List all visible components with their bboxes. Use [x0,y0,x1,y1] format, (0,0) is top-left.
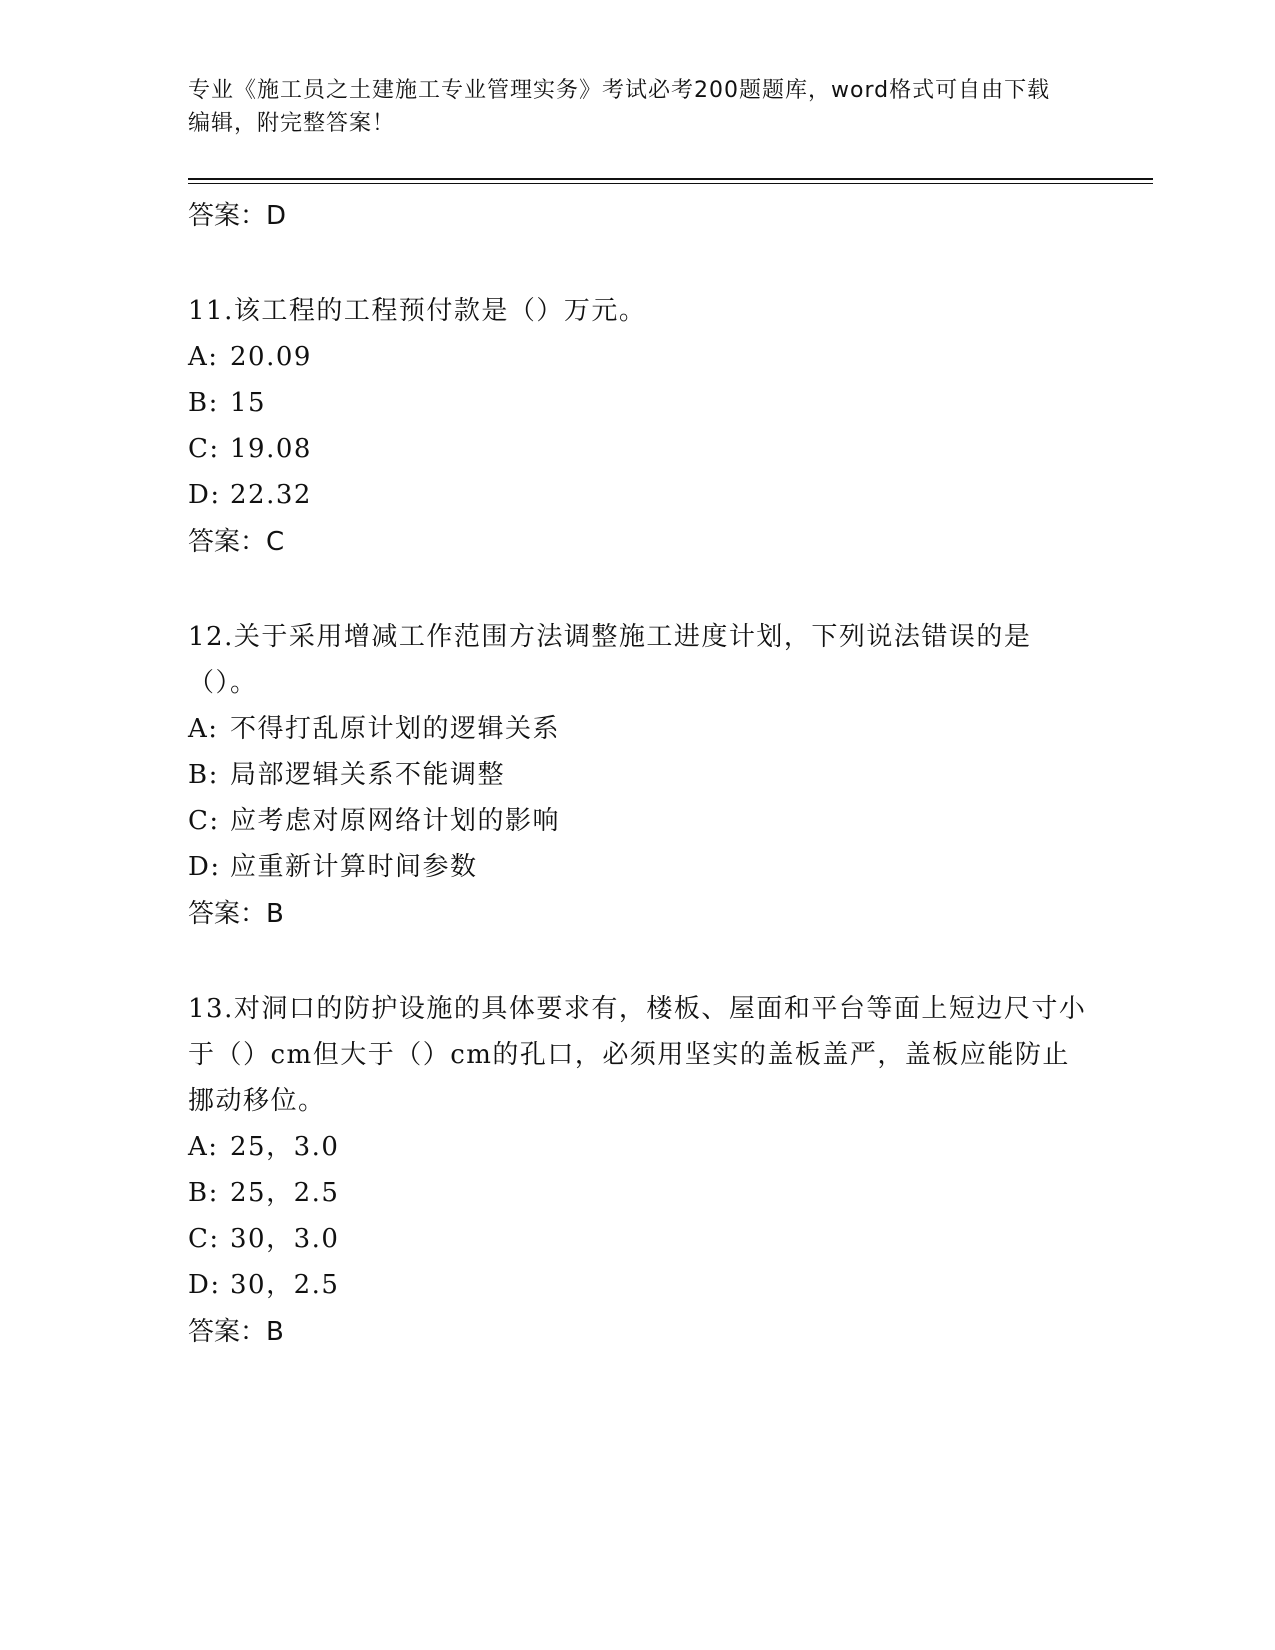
header-divider [188,178,1153,180]
option-text: 19.08 [230,434,312,464]
option-key: A: [188,714,219,744]
option-key: A: [188,1132,219,1162]
option-key: D: [188,852,221,882]
option-item [188,798,1088,844]
question-item [188,288,1088,560]
option-text: 30，2.5 [230,1270,340,1300]
option-item [188,426,1088,472]
option-item [188,334,1088,380]
option-item [188,844,1088,890]
question-text: 12.关于采用增减工作范围方法调整施工进度计划，下列说法错误的是（）。 [188,622,1032,698]
option-item [188,752,1088,798]
answer-line: 答案：B [188,1317,284,1347]
document-header: 专业《施工员之土建施工专业管理实务》考试必考200题题库，word格式可自由下载编辑，附完整答案！ [188,78,1051,136]
option-item [188,706,1088,752]
option-text: 15 [230,388,267,418]
option-key: C: [188,1224,220,1254]
option-item [188,1262,1088,1308]
option-text: 20.09 [230,342,312,372]
option-key: C: [188,434,220,464]
document-content [188,192,1088,1350]
option-key: C: [188,806,220,836]
option-key: D: [188,480,221,510]
option-key: B: [188,1178,219,1208]
answer-line: 答案：B [188,899,284,929]
option-text: 应重新计算时间参数 [230,852,478,882]
answer-line: 答案：D [188,201,287,231]
answer-line: 答案：C [188,527,285,557]
option-key: B: [188,388,219,418]
option-text: 应考虑对原网络计划的影响 [230,806,561,836]
option-text: 局部逻辑关系不能调整 [230,760,506,790]
option-item [188,1216,1088,1262]
option-text: 22.32 [230,480,312,510]
option-key: B: [188,760,219,790]
question-item [188,986,1088,1350]
option-text: 不得打乱原计划的逻辑关系 [230,714,561,744]
option-item [188,1170,1088,1216]
option-text: 25，3.0 [230,1132,340,1162]
option-text: 30，3.0 [230,1224,340,1254]
option-item [188,472,1088,518]
question-text: 13.对洞口的防护设施的具体要求有，楼板、屋面和平台等面上短边尺寸小于（）cm但大于（）cm的孔口，必须用坚实的盖板盖严，盖板应能防止挪动移位。 [188,994,1087,1116]
option-key: D: [188,1270,221,1300]
option-item [188,1124,1088,1170]
question-item [188,614,1088,932]
option-key: A: [188,342,219,372]
header-divider-thin [188,183,1153,184]
question-text: 11.该工程的工程预付款是（）万元。 [188,296,647,326]
option-text: 25，2.5 [230,1178,340,1208]
option-item [188,380,1088,426]
